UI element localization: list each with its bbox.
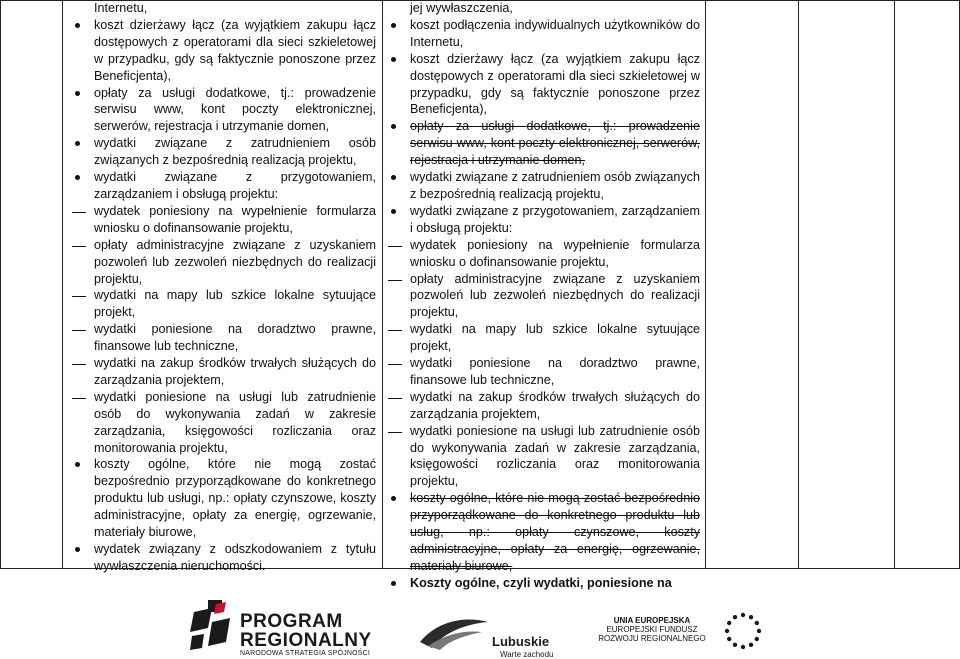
bullet-item: opłaty za usługi dodatkowe, tj.: prowadzenie serwisu www, kont poczty elektronicznej, serwerów, rejestracja i utrzymanie domen,	[70, 85, 376, 136]
bullet-item: opłaty za usługi dodatkowe, tj.: prowadzenie serwisu www, kont poczty elektronicznej, serwerów, rejestracja i utrzymanie domen,	[386, 118, 700, 169]
dash-item: wydatki poniesione na doradztwo prawne, finansowe lub techniczne,	[70, 321, 376, 355]
dash-item: wydatki poniesione na doradztwo prawne, finansowe lub techniczne,	[386, 355, 700, 389]
bullet-item: wydatki związane z przygotowaniem, zarządzaniem i obsługą projektu:	[70, 169, 376, 203]
dash-item: wydatki na zakup środków trwałych służących do zarządzania projektem,	[386, 389, 700, 423]
dash-item: wydatki na zakup środków trwałych służących do zarządzania projektem,	[70, 355, 376, 389]
program-regionalny-logo	[240, 612, 372, 650]
lubuskie-logo-text: Lubuskie	[492, 634, 550, 649]
program-regionalny-subtitle: NARODOWA STRATEGIA SPÓJNOŚCI	[240, 650, 371, 657]
bullet-item: wydatek związany z odszkodowaniem z tytułu wywłaszczenia nieruchomości.	[70, 541, 376, 575]
eu-line: UNIA EUROPEJSKA	[613, 616, 691, 625]
dash-item: wydatki na mapy lub szkice lokalne sytuujące projekt,	[386, 321, 700, 355]
table-divider	[705, 0, 706, 569]
bullet-item: wydatki związane z zatrudnieniem osób związanych z bezpośrednią realizacją projektu,	[70, 135, 376, 169]
left-column-text	[70, 0, 376, 575]
dash-item: wydatki na mapy lub szkice lokalne sytuujące projekt,	[70, 287, 376, 321]
bullet-item: koszty ogólne, które nie mogą zostać bezpośrednio przyporządkowane do konkretnego produktu lub usługi, np.: opłaty czynszowe, koszty administracyjne, opłaty za energię, ogrzewanie, materiały biurowe,	[70, 456, 376, 541]
bullet-item: koszty ogólne, które nie mogą zostać bezpośrednio przyporządkowane do konkretnego produktu lub usług, np.: opłaty czynszowe, koszty administracyjne, opłaty za energię, ogrzewanie, materiały biurowe,	[386, 490, 700, 575]
bullet-item: Koszty ogólne, czyli wydatki, poniesione na	[386, 575, 700, 592]
table-divider	[382, 0, 383, 569]
table-border-left	[0, 0, 1, 569]
dash-item: opłaty administracyjne związane z uzyskaniem pozwoleń lub zezwoleń niezbędnych do realizacji projektu,	[386, 271, 700, 322]
logo-line: PROGRAM	[240, 611, 343, 632]
dash-item: opłaty administracyjne związane z uzyskaniem pozwoleń lub zezwoleń niezbędnych do realizacji projektu,	[70, 237, 376, 288]
program-regionalny-emblem-icon	[186, 598, 234, 650]
dash-item: wydatek poniesiony na wypełnienie formularza wniosku o dofinansowanie projektu,	[70, 203, 376, 237]
bullet-item: wydatki związane z przygotowaniem, zarządzaniem i obsługą projektu:	[386, 203, 700, 237]
footer-logos	[0, 578, 960, 657]
bullet-item: koszt dzierżawy łącz (za wyjątkiem zakupu łącz dostępowych z operatorami dla sieci szkieletowej w przypadku, gdy są faktycznie ponoszone przez Beneficjenta),	[70, 17, 376, 85]
lubuskie-emblem-icon	[418, 612, 490, 650]
bullet-item: koszt podłączenia indywidualnych użytkowników do Internetu,	[386, 17, 700, 51]
eu-line: ROZWOJU REGIONALNEGO	[598, 634, 706, 643]
eu-flag-icon	[720, 608, 766, 654]
eu-line: EUROPEJSKI FUNDUSZ	[606, 625, 698, 634]
eu-fund-label	[592, 616, 712, 643]
table-divider	[894, 0, 895, 569]
table-divider	[798, 0, 799, 569]
text-line: Internetu,	[94, 1, 148, 15]
bullet-item: koszt dzierżawy łącz (za wyjątkiem zakupu łącz dostępowych z operatorami dla sieci szkieletowej w przypadku, gdy są faktycznie ponoszone przez Beneficjenta),	[386, 51, 700, 119]
lubuskie-tagline: Warte zachodu	[500, 650, 554, 659]
logo-line: REGIONALNY	[240, 630, 372, 651]
table-divider	[62, 0, 63, 569]
dash-item: wydatki poniesione na usługi lub zatrudnienie osób do wykonywania zadań w zakresie zarządzania, księgowości rozliczania oraz monitorowania projektu,	[386, 423, 700, 491]
dash-item: wydatek poniesiony na wypełnienie formularza wniosku o dofinansowanie projektu,	[386, 237, 700, 271]
text-line: jej wywłaszczenia,	[410, 1, 513, 15]
bullet-item: wydatki związane z zatrudnieniem osób związanych z bezpośrednią realizacją projektu,	[386, 169, 700, 203]
right-column-text	[386, 0, 700, 592]
dash-item: wydatki poniesione na usługi lub zatrudnienie osób do wykonywania zadań w zakresie zarządzania, księgowości rozliczania oraz monitorowania projektu,	[70, 389, 376, 457]
